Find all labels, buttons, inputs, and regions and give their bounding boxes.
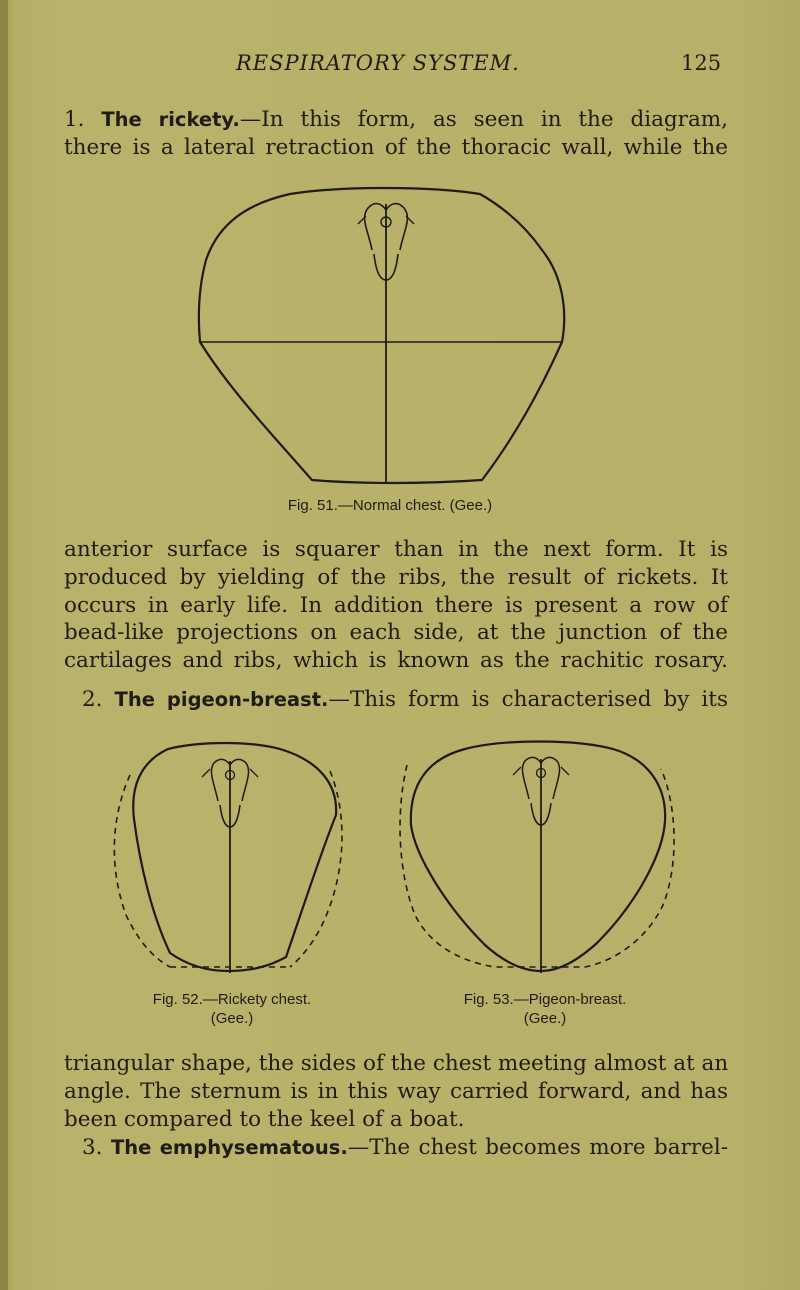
section-3-paragraph	[64, 1134, 728, 1162]
figure-52-caption-title: Fig. 52.—Rickety chest.	[152, 991, 312, 1008]
text-line: bead-like projections on each side, at the junction of the	[64, 620, 728, 646]
rickety-chest-diagram	[90, 735, 370, 995]
section-3-number: 3.	[82, 1135, 103, 1160]
section-1-paragraph	[64, 106, 728, 162]
text-line	[64, 1134, 728, 1162]
text-line: angle. The sternum is in this way carried forward, and has	[64, 1078, 728, 1104]
figure-53-pigeon-breast	[385, 735, 685, 995]
section-1-continued	[64, 536, 728, 675]
text-line: occurs in early life. In addition there is present a row of	[64, 592, 728, 618]
section-1-number: 1.	[64, 107, 85, 132]
figure-51-caption: Fig. 51.—Normal chest. (Gee.)	[287, 497, 493, 514]
figure-52-rickety-chest	[90, 735, 370, 995]
section-2-heading: The pigeon-breast.	[114, 688, 329, 711]
section-2-continued	[64, 1050, 728, 1133]
figure-52-caption-source: (Gee.)	[210, 1010, 254, 1027]
running-head	[0, 51, 800, 81]
section-3-heading: The emphysematous.	[110, 1136, 348, 1159]
page-edge	[0, 0, 8, 1290]
figure-53-caption-source: (Gee.)	[523, 1010, 567, 1027]
text-line-content: —This form is characterised by its	[328, 687, 728, 712]
section-2-paragraph	[64, 686, 728, 714]
text-line	[64, 106, 728, 134]
text-line	[64, 686, 728, 714]
text-line: there is a lateral retraction of the thoracic wall, while the	[64, 134, 728, 160]
section-1-heading: The rickety.	[101, 108, 240, 131]
text-line: been compared to the keel of a boat.	[64, 1106, 465, 1132]
figure-51-normal-chest	[190, 180, 580, 490]
text-line: anterior surface is squarer than in the next form. It is	[64, 537, 728, 562]
text-line: produced by yielding of the ribs, the result of rickets. It	[64, 564, 728, 590]
text-line: cartilages and ribs, which is known as the rachitic rosary.	[64, 648, 728, 674]
normal-chest-diagram	[190, 180, 580, 490]
text-line-content: —The chest becomes more barrel-	[347, 1135, 729, 1160]
section-2-number: 2.	[82, 687, 103, 712]
page-number: 125	[681, 51, 722, 75]
text-line-content: —In this form, as seen in the diagram,	[239, 107, 728, 132]
running-title: RESPIRATORY SYSTEM.	[236, 51, 520, 75]
text-line: triangular shape, the sides of the chest meeting almost at an	[64, 1051, 729, 1076]
figure-53-caption-title: Fig. 53.—Pigeon-breast.	[463, 991, 627, 1008]
figure-52-caption	[92, 990, 372, 1028]
pigeon-breast-diagram	[385, 735, 685, 995]
figure-53-caption	[405, 990, 685, 1028]
